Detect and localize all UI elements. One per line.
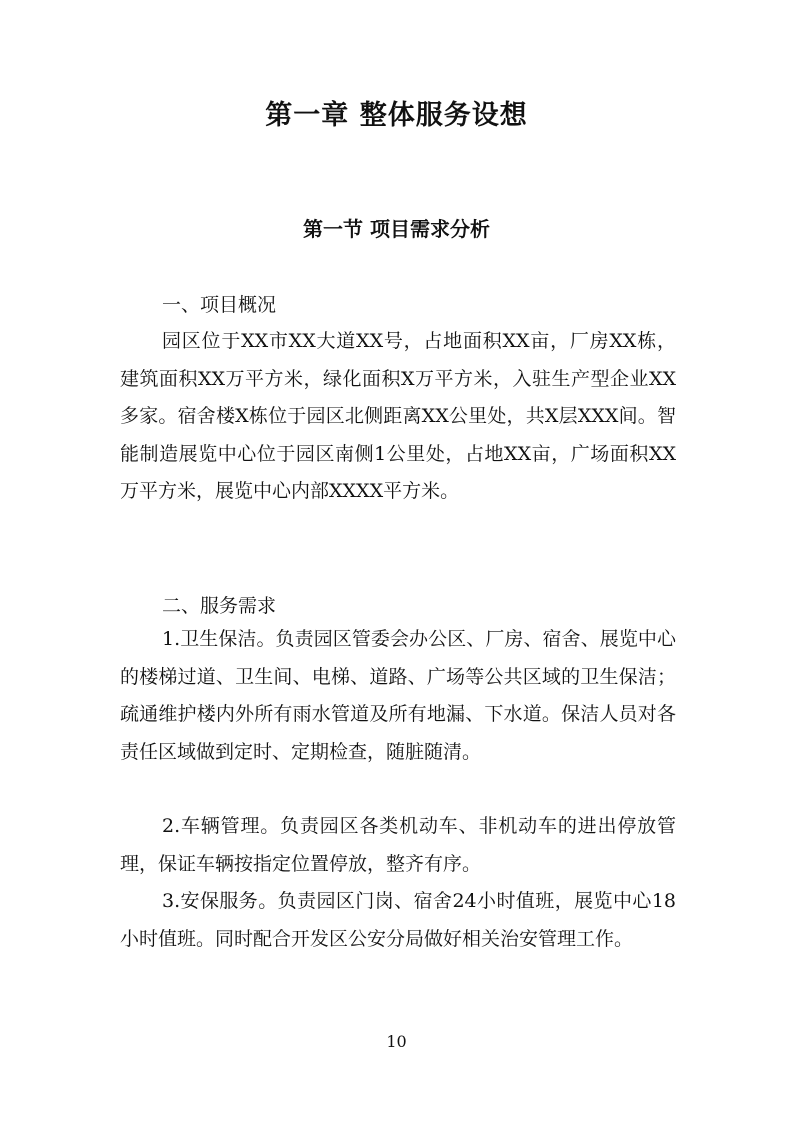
chapter-title: 第一章 整体服务设想 (265, 100, 528, 131)
paragraph-vehicle-management: 2.车辆管理。负责园区各类机动车、非机动车的进出停放管理，保证车辆按指定位置停放，整齐有序。 (120, 815, 676, 875)
heading-project-overview: 一、项目概况 (162, 294, 277, 316)
page-number: 10 (386, 1032, 407, 1051)
paragraph-sanitation: 1.卫生保洁。负责园区管委会办公区、厂房、宿舍、展览中心的楼梯过道、卫生间、电梯、道路、广场等公共区域的卫生保洁；疏通维护楼内外所有雨水管道及所有地漏、下水道。保洁人员对各责任区域做到定时、定期检查，随脏随清。 (120, 628, 676, 763)
paragraph-project-overview: 园区位于XX市XX大道XX号，占地面积XX亩，厂房XX栋，建筑面积XX万平方米，绿化面积X万平方米，入驻生产型企业XX多家。宿舍楼X栋位于园区北侧距离XX公里处，共X层XXX间。智能制造展览中心位于园区南侧1公里处，占地XX亩，广场面积XX万平方米，展览中心内部XXXX平方米。 (120, 330, 676, 503)
paragraph-security-service: 3.安保服务。负责园区门岗、宿舍24小时值班，展览中心18小时值班。同时配合开发区公安分局做好相关治安管理工作。 (120, 890, 676, 950)
section-title: 第一节 项目需求分析 (303, 217, 490, 241)
heading-service-requirements: 二、服务需求 (162, 595, 277, 617)
